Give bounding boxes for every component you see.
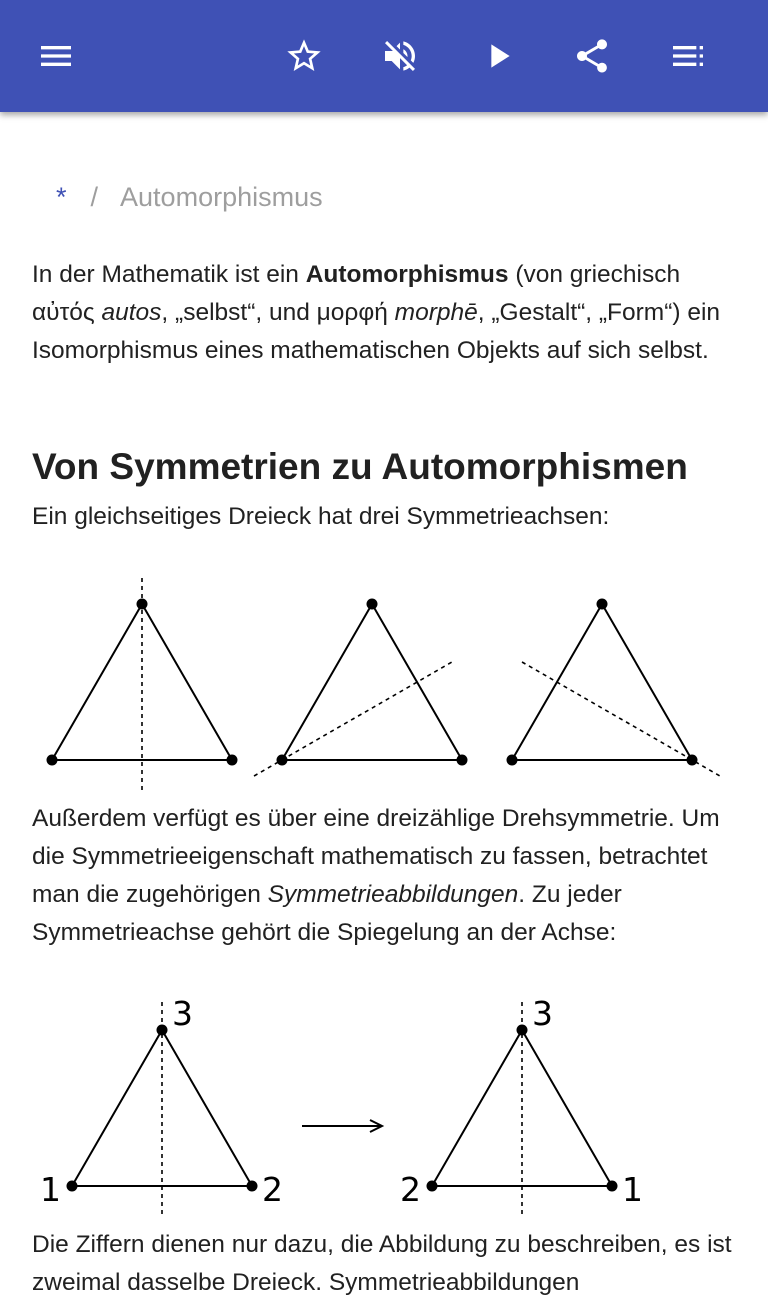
- digits-paragraph: Die Ziffern dienen nur dazu, die Abbildung zu beschreiben, es ist zweimal dasselbe Dreieck. Symmetrieabbildungen: [32, 1231, 732, 1296]
- intro-term: Automorphismus: [305, 261, 509, 288]
- section-heading: Von Symmetrien zu Automorphismen: [32, 446, 688, 487]
- intro-text-1: In der Mathematik ist ein: [32, 261, 306, 288]
- label-right-top: 3: [532, 994, 553, 1033]
- menu-button[interactable]: [28, 28, 84, 84]
- intro-text-4: , „Gestalt“, „Form“) ein Isomorphismus eines mathematischen Objekts auf sich selbst.: [32, 299, 721, 364]
- reflection-figure: [32, 992, 736, 1232]
- play-button[interactable]: [470, 28, 526, 84]
- rotation-text-2: . Zu jeder Symmetrieachse gehört die Spiegelung an der Achse:: [32, 881, 622, 946]
- list-icon: [668, 36, 708, 76]
- breadcrumb-separator: /: [90, 182, 99, 212]
- intro-autos: autos: [101, 299, 162, 326]
- symmetry-paragraph: Ein gleichseitiges Dreieck hat drei Symmetrieachsen:: [32, 503, 610, 530]
- label-left-left: 1: [40, 1170, 61, 1209]
- play-icon: [478, 36, 518, 76]
- label-right-left: 2: [400, 1170, 421, 1209]
- app-bar: [0, 0, 768, 112]
- intro-text-3: , „selbst“, und μορφή: [161, 299, 395, 326]
- contents-button[interactable]: [660, 28, 716, 84]
- breadcrumb-home-link[interactable]: *: [56, 182, 67, 212]
- intro-text-2: (von griechisch αὐτός: [32, 261, 681, 326]
- label-left-top: 3: [172, 994, 193, 1033]
- star-icon: [284, 36, 324, 76]
- favorite-button[interactable]: [276, 28, 332, 84]
- breadcrumb-current: Automorphismus: [120, 182, 323, 212]
- share-icon: [572, 36, 612, 76]
- rotation-term: Symmetrieabbildungen: [267, 881, 519, 908]
- menu-icon: [36, 36, 76, 76]
- share-button[interactable]: [564, 28, 620, 84]
- breadcrumb: [56, 182, 323, 213]
- intro-paragraph: [32, 256, 736, 370]
- label-left-right: 2: [262, 1170, 283, 1209]
- mute-button[interactable]: [372, 28, 428, 84]
- rotation-text-1: Außerdem verfügt es über eine dreizählige Drehsymmetrie. Um die Symmetrieeigenschaft mathematisch zu fassen, betrachtet man die zugehörigen: [32, 805, 720, 908]
- label-right-right: 1: [622, 1170, 643, 1209]
- rotation-paragraph: [32, 800, 736, 952]
- intro-morphe: morphē: [394, 299, 478, 326]
- volume-off-icon: [380, 36, 420, 76]
